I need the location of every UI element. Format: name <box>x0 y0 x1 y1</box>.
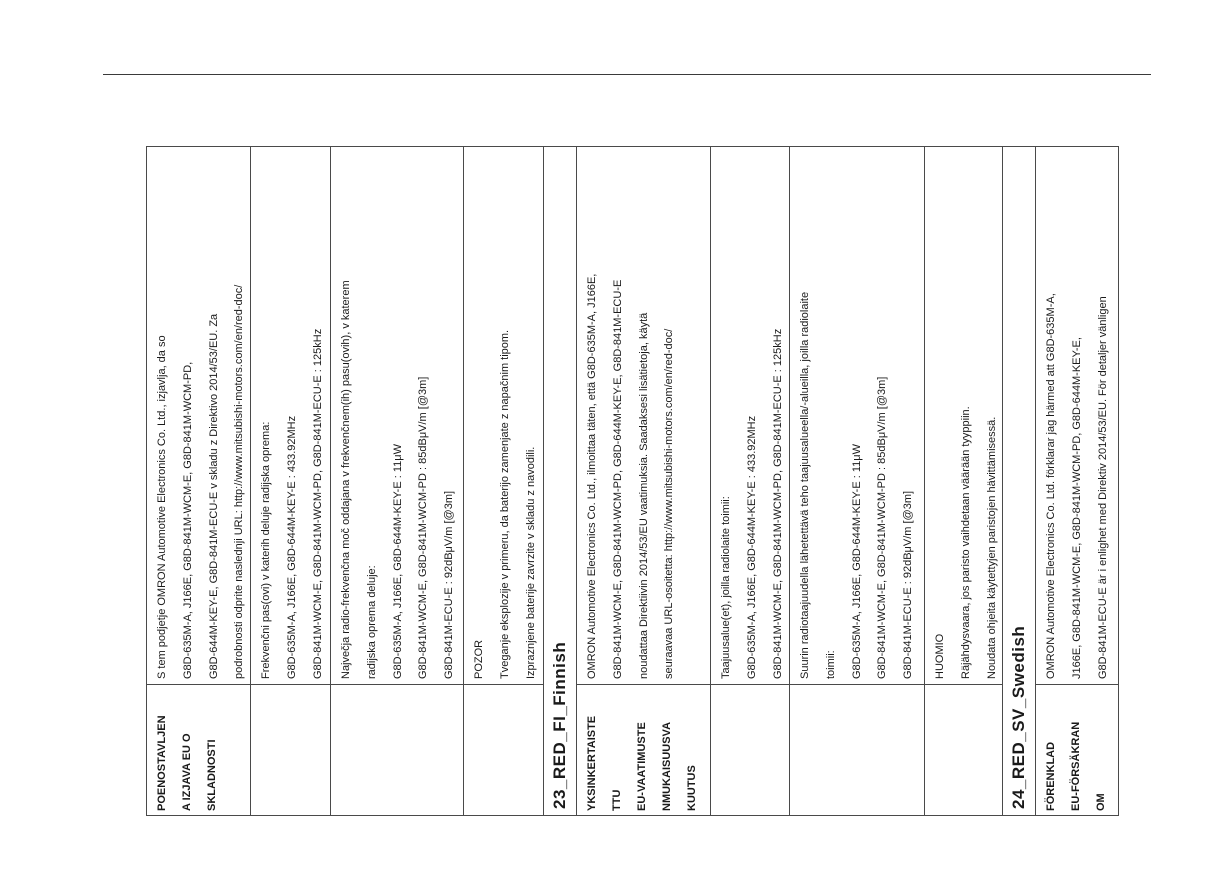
table-row <box>331 146 464 816</box>
text-line: G8D-644M-KEY-E, G8D-841M-ECU-E v skladu z Direktivo 2014/53/EU. Za <box>207 313 220 679</box>
text-line: seuraavaa URL-osoitetta: http://www.mitsubishi-motors.com/en/red-doc/ <box>663 328 676 679</box>
text-line: Največja radio-frekvenčna moč oddajana v frekvenčnem(ih) pasu(ovih), v katerem <box>340 280 352 679</box>
row-content <box>147 146 250 684</box>
text-line: G8D-635M-A, J166E, G8D-644M-KEY-E : 433.92MHz <box>285 415 298 679</box>
text-line: G8D-635M-A, J166E, G8D-644M-KEY-E : 11μW <box>391 444 404 679</box>
text-line: POZOR <box>473 639 485 679</box>
text-line: radijska oprema deluje: <box>365 565 378 679</box>
row-content <box>1036 146 1118 684</box>
text-line: Suurin radiotaajuudella lähetettävä teho taajuusalueella/-alueilla, joilla radiolaite <box>799 291 811 679</box>
text-line: S tem podjetje OMRON Automotive Electronics Co. Ltd., izjavlja, da so <box>156 335 168 679</box>
row-content <box>251 146 330 684</box>
text-line: noudattaa Direktiivin 2014/53/EU vaatimuksia. Saadaksesi lisätietoja, käytä <box>637 312 650 679</box>
text-line: Tveganje eksplozije v primeru, da baterijo zamenjate z napačnim tipom. <box>498 329 511 679</box>
table-row <box>146 146 251 816</box>
text-line: Noudata ohjeita käytettyjen paristojen hävittämisessä. <box>985 416 998 679</box>
declaration-table <box>146 146 1109 816</box>
row-content <box>577 146 710 684</box>
label-line: POENOSTAVLJEN <box>156 715 168 811</box>
row-content <box>925 146 1002 684</box>
text-line: toimii: <box>824 650 837 679</box>
label-line: EU-VAATIMUSTE <box>636 722 648 811</box>
row-content <box>711 146 789 684</box>
text-line: OMRON Automotive Electronics Co. Ltd. förklarar jag härmed att G8D-635M-A, <box>1045 293 1057 679</box>
text-line: G8D-841M-WCM-E, G8D-841M-WCM-PD : 85dBμV/m [@3m] <box>417 376 430 679</box>
text-line: G8D-635M-A, J166E, G8D-841M-WCM-E, G8D-841M-WCM-PD, <box>181 361 194 679</box>
text-line: G8D-841M-WCM-E, G8D-841M-WCM-PD, G8D-841M-ECU-E : 125kHz <box>771 328 784 679</box>
label-line: YKSINKERTAISTE <box>586 715 598 811</box>
text-line: G8D-841M-WCM-E, G8D-841M-WCM-PD, G8D-644M-KEY-E, G8D-841M-ECU-E <box>611 279 624 679</box>
text-line: Räjähdysvaara, jos paristo vaihdetaan väärään tyyppiin. <box>959 406 972 679</box>
table-row <box>251 146 331 816</box>
text-line: G8D-635M-A, J166E, G8D-644M-KEY-E : 11μW <box>850 444 863 679</box>
row-label <box>711 684 789 816</box>
section-header-swedish: 24_RED_SV_Swedish <box>1003 146 1036 816</box>
row-label <box>464 684 543 816</box>
text-line: G8D-841M-ECU-E : 92dBμV/m [@3m] <box>902 490 915 679</box>
row-label <box>1036 684 1118 816</box>
table-row <box>464 146 544 816</box>
table-row <box>790 146 925 816</box>
text-line: Taajuusalue(et), joilla radiolaite toimii: <box>720 496 732 679</box>
page-header-rule <box>103 74 1151 75</box>
table-row <box>1036 146 1119 816</box>
text-line: G8D-841M-ECU-E : 92dBμV/m [@3m] <box>443 490 456 679</box>
row-label <box>577 684 710 816</box>
label-line: OM <box>1095 793 1107 811</box>
row-label <box>147 684 250 816</box>
table-row <box>925 146 1003 816</box>
label-line: SKLADNOSTI <box>206 739 218 811</box>
text-line: J166E, G8D-841M-WCM-E, G8D-841M-WCM-PD, G8D-644M-KEY-E, <box>1070 337 1083 679</box>
table-row <box>577 146 711 816</box>
text-line: G8D-841M-WCM-E, G8D-841M-WCM-PD : 85dBμV/m [@3m] <box>876 376 889 679</box>
section-header-finnish: 23_RED_FI_Finnish <box>544 146 577 816</box>
label-line: EU-FÖRSÄKRAN <box>1070 721 1082 811</box>
row-label <box>331 684 463 816</box>
text-line: G8D-841M-WCM-E, G8D-841M-WCM-PD, G8D-841M-ECU-E : 125kHz <box>311 328 324 679</box>
text-line: Izpraznjene baterije zavrzite v skladu z navodili. <box>524 446 537 679</box>
label-line: A IZJAVA EU O <box>181 733 193 811</box>
text-line: HUOMIO <box>934 633 946 679</box>
label-line: FÖRENKLAD <box>1045 741 1057 811</box>
text-line: OMRON Automotive Electronics Co. Ltd., ilmoittaa täten, että G8D-635M-A, J166E, <box>586 273 598 679</box>
row-label <box>925 684 1002 816</box>
label-line: KUUTUS <box>686 765 698 811</box>
text-line: Frekvenčni pas(ovi) v katerih deluje radijska oprema: <box>260 421 272 679</box>
table-row <box>711 146 790 816</box>
row-label <box>790 684 924 816</box>
label-line: NMUKAISUUSVA <box>661 721 673 811</box>
text-line: G8D-635M-A, J166E, G8D-644M-KEY-E : 433.92MHz <box>745 415 758 679</box>
row-content <box>790 146 924 684</box>
text-line: podrobnosti odprite naslednji URL: http://www.mitsubishi-motors.com/en/red-doc/ <box>233 284 246 679</box>
row-content <box>331 146 463 684</box>
row-content <box>464 146 543 684</box>
row-label <box>251 684 330 816</box>
label-line: TTU <box>611 789 623 811</box>
text-line: G8D-841M-ECU-E är i enlighet med Direktiv 2014/53/EU. För detaljer vänligen <box>1096 296 1109 679</box>
